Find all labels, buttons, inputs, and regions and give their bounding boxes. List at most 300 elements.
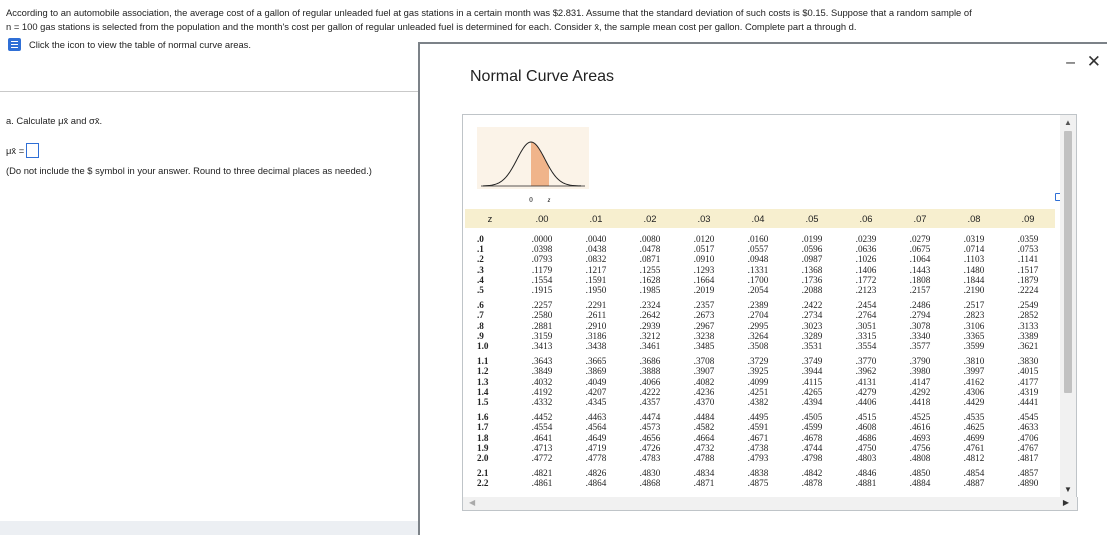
area-value: .4761 <box>963 442 985 453</box>
area-value: .3365 <box>963 330 985 341</box>
answer-row <box>6 143 39 158</box>
area-values-cell <box>731 407 785 463</box>
area-values-cell <box>947 463 1001 488</box>
mean-answer-input[interactable] <box>26 143 39 158</box>
area-value: .4671 <box>747 432 769 443</box>
area-value: .1368 <box>801 264 823 275</box>
area-value: .2881 <box>531 320 553 331</box>
area-value: .4591 <box>747 422 769 433</box>
area-value: .1736 <box>801 274 823 285</box>
area-value: .3749 <box>801 356 823 367</box>
area-value: .4222 <box>639 386 661 397</box>
z-value: 1.1 <box>477 356 489 367</box>
area-value: .3729 <box>747 356 769 367</box>
area-value: .3790 <box>909 356 931 367</box>
header-col: .05 <box>785 209 839 228</box>
area-value: .4778 <box>585 453 607 464</box>
area-value: .0675 <box>909 244 931 255</box>
scroll-up-arrow-icon[interactable]: ▲ <box>1064 118 1072 127</box>
area-value: .3849 <box>531 366 553 377</box>
area-values-cell <box>515 407 569 463</box>
area-values-cell <box>623 463 677 488</box>
area-value: .2088 <box>801 285 823 296</box>
area-value: .2123 <box>855 285 877 296</box>
area-value: .4884 <box>909 478 931 489</box>
vertical-scroll-thumb[interactable] <box>1064 131 1072 393</box>
area-value: .3531 <box>801 341 823 352</box>
area-value: .4890 <box>1017 478 1039 489</box>
z-value: 1.6 <box>477 412 489 423</box>
z-value: 1.5 <box>477 397 489 408</box>
area-value: .3023 <box>801 320 823 331</box>
area-values-cell <box>569 295 623 351</box>
area-values-cell <box>1001 228 1055 295</box>
area-value: .3186 <box>585 330 607 341</box>
area-value: .0636 <box>855 244 877 255</box>
area-values-cell <box>785 351 839 407</box>
area-value: .4066 <box>639 376 661 387</box>
area-value: .3980 <box>909 366 931 377</box>
area-value: .4656 <box>639 432 661 443</box>
area-value: .3997 <box>963 366 985 377</box>
area-value: .1950 <box>585 285 607 296</box>
area-value: .4319 <box>1017 386 1039 397</box>
area-value: .3888 <box>639 366 661 377</box>
area-values-cell <box>569 407 623 463</box>
area-value: .3315 <box>855 330 877 341</box>
area-value: .4817 <box>1017 453 1039 464</box>
area-value: .0714 <box>963 244 985 255</box>
area-value: .2704 <box>747 310 769 321</box>
area-value: .2852 <box>1017 310 1039 321</box>
table-row-group <box>465 351 1055 407</box>
z-values-cell <box>465 407 515 463</box>
area-value: .4484 <box>693 412 715 423</box>
area-value: .4525 <box>909 412 931 423</box>
area-values-cell <box>1001 351 1055 407</box>
area-values-cell <box>731 295 785 351</box>
area-value: .4554 <box>531 422 553 433</box>
normal-table-link-label[interactable]: Click the icon to view the table of normal curve areas. <box>29 39 251 50</box>
area-value: .4429 <box>963 397 985 408</box>
area-value: .3925 <box>747 366 769 377</box>
area-value: .3133 <box>1017 320 1039 331</box>
area-value: .4515 <box>855 412 877 423</box>
area-values-cell <box>1001 463 1055 488</box>
area-value: .4641 <box>531 432 553 443</box>
area-values-cell <box>947 351 1001 407</box>
z-values-cell <box>465 463 515 488</box>
bottom-bar <box>0 521 418 535</box>
area-value: .4861 <box>531 478 553 489</box>
area-value: .4545 <box>1017 412 1039 423</box>
area-value: .4131 <box>855 376 877 387</box>
area-value: .3389 <box>1017 330 1039 341</box>
area-value: .3686 <box>639 356 661 367</box>
z-values-cell <box>465 228 515 295</box>
area-value: .4686 <box>855 432 877 443</box>
table-row-group <box>465 463 1055 488</box>
z-value: .3 <box>477 264 484 275</box>
z-value: 1.4 <box>477 386 489 397</box>
area-values-cell <box>947 295 1001 351</box>
header-col: .01 <box>569 209 623 228</box>
area-value: .3944 <box>801 366 823 377</box>
area-value: .2486 <box>909 300 931 311</box>
area-value: .4633 <box>1017 422 1039 433</box>
area-value: .4625 <box>963 422 985 433</box>
area-value: .1443 <box>909 264 931 275</box>
table-row-group <box>465 228 1055 295</box>
area-value: .4616 <box>909 422 931 433</box>
area-value: .3485 <box>693 341 715 352</box>
area-value: .2673 <box>693 310 715 321</box>
area-value: .3810 <box>963 356 985 367</box>
area-values-cell <box>623 351 677 407</box>
area-value: .4599 <box>801 422 823 433</box>
area-value: .4265 <box>801 386 823 397</box>
area-value: .4812 <box>963 453 985 464</box>
scroll-down-arrow-icon[interactable]: ▼ <box>1064 485 1072 494</box>
area-value: .4099 <box>747 376 769 387</box>
area-values-cell <box>569 228 623 295</box>
z-value: 1.9 <box>477 442 489 453</box>
area-value: .2580 <box>531 310 553 321</box>
close-button[interactable]: ✕ <box>1086 52 1101 71</box>
z-value: .9 <box>477 330 484 341</box>
area-value: .1480 <box>963 264 985 275</box>
header-col: .03 <box>677 209 731 228</box>
area-value: .4732 <box>693 442 715 453</box>
area-value: .1141 <box>1017 254 1039 265</box>
area-value: .1591 <box>585 274 607 285</box>
question-line-2: n = 100 gas stations is selected from the population and the month's cost per gallon of regular unleaded fuel is determined for each. Consider x̄, the sample mean cost per gallon. Complete part a through d. <box>6 21 857 32</box>
table-viewport[interactable] <box>462 114 1062 511</box>
area-values-cell <box>569 463 623 488</box>
area-value: .4821 <box>531 468 553 479</box>
area-values-cell <box>893 351 947 407</box>
area-value: .4564 <box>585 422 607 433</box>
area-values-cell <box>677 407 731 463</box>
area-value: .3264 <box>747 330 769 341</box>
area-value: .3461 <box>639 341 661 352</box>
area-values-cell <box>515 351 569 407</box>
header-col: .08 <box>947 209 1001 228</box>
z-value: .8 <box>477 320 484 331</box>
area-value: .0596 <box>801 244 823 255</box>
area-value: .1331 <box>747 264 769 275</box>
area-value: .4332 <box>531 397 553 408</box>
area-value: .4719 <box>585 442 607 453</box>
area-value: .2823 <box>963 310 985 321</box>
area-value: .4505 <box>801 412 823 423</box>
header-col: .02 <box>623 209 677 228</box>
area-value: .3340 <box>909 330 931 341</box>
area-value: .4846 <box>855 468 877 479</box>
area-value: .3238 <box>693 330 715 341</box>
area-value: .1293 <box>693 264 715 275</box>
area-value: .4744 <box>801 442 823 453</box>
area-value: .3413 <box>531 341 553 352</box>
area-values-cell <box>839 228 893 295</box>
header-col: .00 <box>515 209 569 228</box>
header-col: .07 <box>893 209 947 228</box>
area-value: .4871 <box>693 478 715 489</box>
area-value: .4875 <box>747 478 769 489</box>
area-value: .3869 <box>585 366 607 377</box>
area-value: .4015 <box>1017 366 1039 377</box>
area-value: .4162 <box>963 376 985 387</box>
area-value: .4306 <box>963 386 985 397</box>
header-z: z <box>465 209 515 228</box>
area-value: .2157 <box>909 285 931 296</box>
area-value: .4808 <box>909 453 931 464</box>
area-values-cell <box>785 295 839 351</box>
area-values-cell <box>731 463 785 488</box>
area-value: .4115 <box>801 376 823 387</box>
area-value: .3289 <box>801 330 823 341</box>
area-values-cell <box>677 351 731 407</box>
area-value: .0517 <box>693 244 715 255</box>
area-value: .4573 <box>639 422 661 433</box>
area-value: .1554 <box>531 274 553 285</box>
area-value: .4826 <box>585 468 607 479</box>
z-value: 1.2 <box>477 366 489 377</box>
area-value: .4292 <box>909 386 931 397</box>
question-text <box>6 6 1096 34</box>
area-value: .4147 <box>909 376 931 387</box>
normal-curve-modal <box>418 42 1107 535</box>
z-value: 1.7 <box>477 422 489 433</box>
normal-curve-figure <box>477 127 589 207</box>
horizontal-scrollbar[interactable] <box>462 497 1078 511</box>
minimize-button[interactable]: – <box>1066 54 1075 71</box>
z-value: .2 <box>477 254 484 265</box>
area-value: .3577 <box>909 341 931 352</box>
area-value: .1879 <box>1017 274 1039 285</box>
area-values-cell <box>893 407 947 463</box>
area-value: .4830 <box>639 468 661 479</box>
area-value: .3621 <box>1017 341 1039 352</box>
area-values-cell <box>839 463 893 488</box>
area-value: .2324 <box>639 300 661 311</box>
area-value: .1103 <box>963 254 985 265</box>
area-values-cell <box>677 228 731 295</box>
area-value: .4783 <box>639 453 661 464</box>
normal-curve-table <box>465 209 1055 489</box>
header-col: .04 <box>731 209 785 228</box>
area-values-cell <box>947 407 1001 463</box>
table-header-row <box>465 209 1055 228</box>
area-value: .4394 <box>801 397 823 408</box>
area-value: .4842 <box>801 468 823 479</box>
area-value: .4699 <box>963 432 985 443</box>
z-value: .7 <box>477 310 484 321</box>
area-value: .3106 <box>963 320 985 331</box>
area-value: .3212 <box>639 330 661 341</box>
area-value: .4838 <box>747 468 769 479</box>
area-value: .4441 <box>1017 397 1039 408</box>
area-value: .2549 <box>1017 300 1039 311</box>
area-value: .0000 <box>531 234 553 244</box>
normal-table-link[interactable] <box>8 38 251 51</box>
area-value: .4706 <box>1017 432 1039 443</box>
area-value: .2422 <box>801 300 823 311</box>
area-value: .4857 <box>1017 468 1039 479</box>
area-value: .1700 <box>747 274 769 285</box>
area-value: .0319 <box>963 234 985 244</box>
area-value: .0910 <box>693 254 715 265</box>
area-value: .4738 <box>747 442 769 453</box>
area-value: .1985 <box>639 285 661 296</box>
area-values-cell <box>623 407 677 463</box>
area-value: .4726 <box>639 442 661 453</box>
area-value: .3665 <box>585 356 607 367</box>
area-value: .4767 <box>1017 442 1039 453</box>
z-value: .0 <box>477 234 484 244</box>
area-values-cell <box>1001 295 1055 351</box>
z-values-cell <box>465 351 515 407</box>
area-value: .0438 <box>585 244 607 255</box>
z-value: .4 <box>477 274 484 285</box>
area-value: .2454 <box>855 300 877 311</box>
area-value: .4495 <box>747 412 769 423</box>
area-value: .4887 <box>963 478 985 489</box>
area-value: .0557 <box>747 244 769 255</box>
area-value: .3708 <box>693 356 715 367</box>
area-value: .4535 <box>963 412 985 423</box>
area-values-cell <box>731 228 785 295</box>
area-value: .4693 <box>909 432 931 443</box>
area-value: .0120 <box>693 234 715 244</box>
area-value: .4049 <box>585 376 607 387</box>
z-values-cell <box>465 295 515 351</box>
area-value: .2611 <box>585 310 607 321</box>
scroll-right-arrow-icon[interactable]: ▶ <box>1062 498 1069 507</box>
area-value: .3962 <box>855 366 877 377</box>
area-value: .4834 <box>693 468 715 479</box>
area-value: .4207 <box>585 386 607 397</box>
area-value: .2910 <box>585 320 607 331</box>
area-value: .4678 <box>801 432 823 443</box>
area-value: .3770 <box>855 356 877 367</box>
area-value: .4881 <box>855 478 877 489</box>
area-value: .1255 <box>639 264 661 275</box>
area-value: .2054 <box>747 285 769 296</box>
area-value: .4082 <box>693 376 715 387</box>
area-value: .4452 <box>531 412 553 423</box>
area-value: .3599 <box>963 341 985 352</box>
area-value: .2939 <box>639 320 661 331</box>
z-value: 2.0 <box>477 453 489 464</box>
area-value: .0199 <box>801 234 823 244</box>
area-values-cell <box>785 407 839 463</box>
area-value: .2764 <box>855 310 877 321</box>
z-value: 1.0 <box>477 341 489 352</box>
area-value: .1664 <box>693 274 715 285</box>
modal-title: Normal Curve Areas <box>470 68 615 85</box>
area-value: .2517 <box>963 300 985 311</box>
table-body <box>465 228 1055 489</box>
area-value: .3078 <box>909 320 931 331</box>
area-value: .4608 <box>855 422 877 433</box>
area-value: .2019 <box>693 285 715 296</box>
scroll-left-arrow-icon[interactable]: ◀ <box>469 498 476 507</box>
area-value: .4803 <box>855 453 877 464</box>
area-value: .0080 <box>639 234 661 244</box>
area-values-cell <box>623 228 677 295</box>
area-value: .2642 <box>639 310 661 321</box>
area-values-cell <box>1001 407 1055 463</box>
area-value: .0832 <box>585 254 607 265</box>
area-value: .2291 <box>585 300 607 311</box>
z-value: .5 <box>477 285 484 296</box>
header-col: .06 <box>839 209 893 228</box>
area-values-cell <box>515 228 569 295</box>
area-values-cell <box>677 463 731 488</box>
area-value: .4772 <box>531 453 553 464</box>
z-value: 1.3 <box>477 376 489 387</box>
area-value: .0987 <box>801 254 823 265</box>
area-values-cell <box>947 228 1001 295</box>
curve-label-z: z <box>547 196 551 204</box>
area-values-cell <box>893 295 947 351</box>
area-value: .2389 <box>747 300 769 311</box>
area-value: .0948 <box>747 254 769 265</box>
area-value: .4236 <box>693 386 715 397</box>
area-value: .3830 <box>1017 356 1039 367</box>
area-values-cell <box>839 407 893 463</box>
z-value: .1 <box>477 244 484 255</box>
area-value: .2224 <box>1017 285 1039 296</box>
area-value: .0478 <box>639 244 661 255</box>
area-value: .4713 <box>531 442 553 453</box>
area-values-cell <box>515 463 569 488</box>
area-value: .3554 <box>855 341 877 352</box>
area-value: .4032 <box>531 376 553 387</box>
area-values-cell <box>731 351 785 407</box>
area-value: .1844 <box>963 274 985 285</box>
divider <box>0 91 418 92</box>
area-values-cell <box>785 463 839 488</box>
area-value: .2967 <box>693 320 715 331</box>
table-book-icon[interactable] <box>8 38 21 51</box>
area-value: .4864 <box>585 478 607 489</box>
area-value: .4177 <box>1017 376 1039 387</box>
area-value: .0871 <box>639 254 661 265</box>
area-value: .4357 <box>639 397 661 408</box>
vertical-scrollbar[interactable] <box>1060 114 1077 499</box>
area-value: .3508 <box>747 341 769 352</box>
area-value: .4793 <box>747 453 769 464</box>
area-value: .1179 <box>531 264 553 275</box>
area-value: .4279 <box>855 386 877 397</box>
area-value: .4192 <box>531 386 553 397</box>
area-values-cell <box>893 463 947 488</box>
area-value: .0160 <box>747 234 769 244</box>
z-value: 2.1 <box>477 468 489 479</box>
area-value: .0753 <box>1017 244 1039 255</box>
area-value: .4251 <box>747 386 769 397</box>
answer-label: μx̄ = <box>6 145 25 156</box>
curve-label-zero: 0 <box>529 196 533 204</box>
area-value: .0279 <box>909 234 931 244</box>
area-value: .4664 <box>693 432 715 443</box>
area-value: .4463 <box>585 412 607 423</box>
area-value: .4868 <box>639 478 661 489</box>
area-value: .1772 <box>855 274 877 285</box>
area-value: .0398 <box>531 244 553 255</box>
